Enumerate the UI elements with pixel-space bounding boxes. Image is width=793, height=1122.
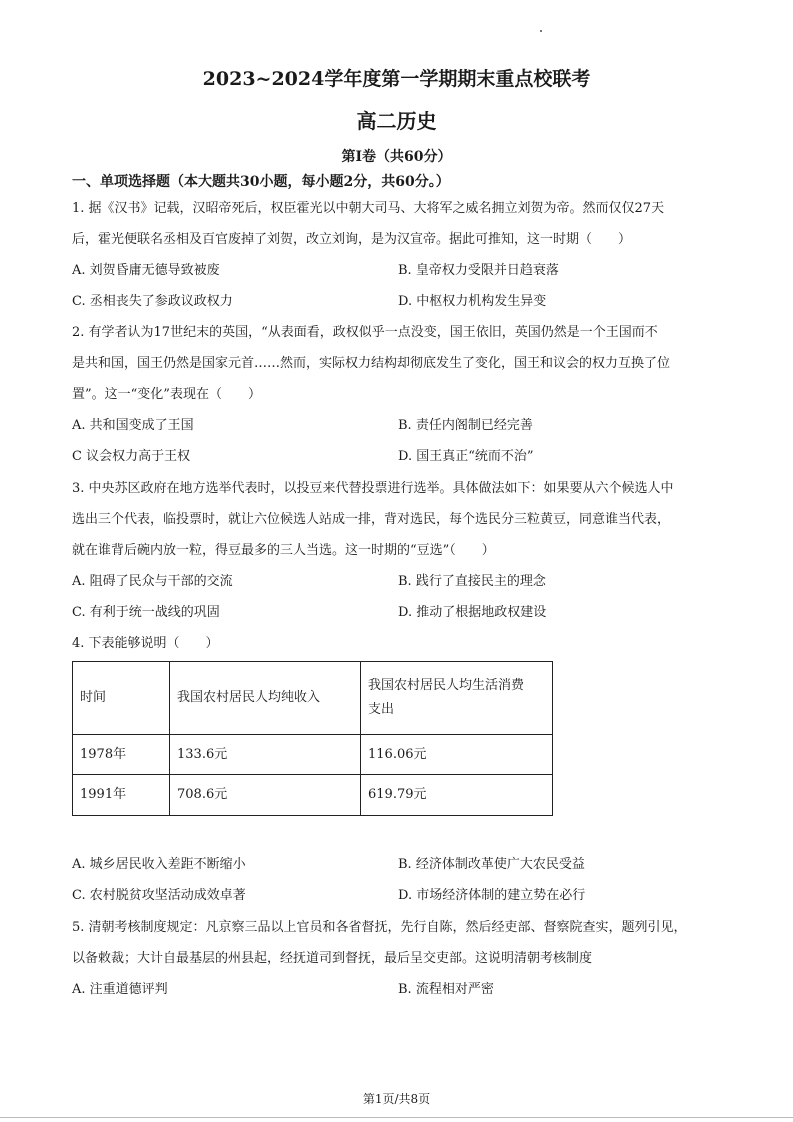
question-5-line-1: 5. 清朝考核制度规定：凡京察三品以上官员和各省督抚，先行自陈，然后经吏部、督察院查实，题列引见， bbox=[72, 920, 687, 935]
table-cell: 708.6元 bbox=[170, 775, 361, 816]
question-2-option-d[interactable]: D. 国王真正“统而不治” bbox=[398, 449, 534, 464]
question-1-option-c[interactable]: C. 丞相丧失了参政议政权力 bbox=[72, 294, 233, 309]
question-4-option-b[interactable]: B. 经济体制改革使广大农民受益 bbox=[398, 857, 585, 872]
page-bottom-rule bbox=[0, 1117, 793, 1118]
table-header-cell: 时间 bbox=[73, 662, 170, 735]
question-4-option-a[interactable]: A. 城乡居民收入差距不断缩小 bbox=[72, 857, 246, 872]
scan-speck bbox=[540, 30, 542, 32]
question-3-line-3: 就在谁背后碗内放一粒，得豆最多的三人当选。这一时期的“豆选”（ ） bbox=[72, 543, 495, 558]
question-3-line-2: 选出三个代表，临投票时，就让六位候选人站成一排，背对选民，每个选民分三粒黄豆，同意谁当代表， bbox=[72, 512, 671, 527]
question-1-option-d[interactable]: D. 中枢权力机构发生异变 bbox=[398, 294, 547, 309]
question-3-option-b[interactable]: B. 践行了直接民主的理念 bbox=[398, 574, 546, 589]
question-1-line-1: 1. 据《汉书》记载，汉昭帝死后，权臣霍光以中朝大司马、大将军之威名拥立刘贺为帝。然而仅仅27天 bbox=[72, 201, 665, 216]
question-2-line-2: 是共和国，国王仍然是国家元首……然而，实际权力结构却彻底发生了变化，国王和议会的权力互换了位 bbox=[72, 356, 671, 371]
question-3-option-d[interactable]: D. 推动了根据地政权建设 bbox=[398, 605, 547, 620]
table-cell: 133.6元 bbox=[170, 735, 361, 775]
subject-title: 高二历史 bbox=[356, 109, 437, 133]
question-5-option-b[interactable]: B. 流程相对严密 bbox=[398, 982, 494, 997]
table-header-line: 支出 bbox=[368, 702, 395, 717]
question-5-option-a[interactable]: A. 注重道德评判 bbox=[72, 982, 168, 997]
question-2-option-c[interactable]: C 议会权力高于王权 bbox=[72, 449, 191, 464]
page-number: 第1页/共8页 bbox=[362, 1092, 431, 1106]
question-3-option-c[interactable]: C. 有利于统一战线的巩固 bbox=[72, 605, 220, 620]
question-2-line-3: 置”。这一“变化”表现在（ ） bbox=[72, 387, 261, 402]
question-1-option-b[interactable]: B. 皇帝权力受限并日趋衰落 bbox=[398, 263, 559, 278]
table-cell: 1978年 bbox=[73, 735, 170, 775]
exam-title: 2023~2024学年度第一学期期末重点校联考 bbox=[202, 68, 591, 90]
table-header-cell bbox=[361, 662, 553, 735]
table-header-cell: 我国农村居民人均纯收入 bbox=[170, 662, 361, 735]
table-row bbox=[73, 735, 553, 775]
table-cell: 116.06元 bbox=[361, 735, 553, 775]
question-1-line-2: 后，霍光便联名丞相及百官废掉了刘贺，改立刘询，是为汉宣帝。据此可推知，这一时期（ ） bbox=[72, 232, 632, 247]
table-cell: 1991年 bbox=[73, 775, 170, 816]
section-heading: 一、单项选择题（本大题共30小题，每小题2分，共60分。） bbox=[72, 174, 450, 190]
question-5-line-2: 以备敕裁；大计自最基层的州县起，经抚道司到督抚，最后呈交吏部。这说明清朝考核制度 bbox=[72, 951, 593, 966]
income-table bbox=[72, 661, 553, 816]
question-2-option-b[interactable]: B. 责任内阁制已经完善 bbox=[398, 418, 533, 433]
question-3-option-a[interactable]: A. 阻碍了民众与干部的交流 bbox=[72, 574, 233, 589]
question-4-stem: 4. 下表能够说明（ ） bbox=[72, 636, 219, 651]
table-row bbox=[73, 775, 553, 816]
question-2-line-1: 2. 有学者认为17世纪末的英国，“从表面看，政权似乎一点没变，国王依旧，英国仍然是一个王国而不 bbox=[72, 325, 658, 340]
question-4-option-d[interactable]: D. 市场经济体制的建立势在必行 bbox=[398, 888, 586, 903]
table-header-row bbox=[73, 662, 553, 735]
question-3-line-1: 3. 中央苏区政府在地方选举代表时，以投豆来代替投票进行选举。具体做法如下：如果要从六个候选人中 bbox=[72, 481, 674, 496]
table-header-line: 我国农村居民人均生活消费 bbox=[368, 678, 525, 693]
table-cell: 619.79元 bbox=[361, 775, 553, 816]
question-2-option-a[interactable]: A. 共和国变成了王国 bbox=[72, 418, 194, 433]
question-4-option-c[interactable]: C. 农村脱贫攻坚活动成效卓著 bbox=[72, 888, 246, 903]
question-1-option-a[interactable]: A. 刘贺昏庸无德导致被废 bbox=[72, 263, 220, 278]
volume-heading: 第Ⅰ卷（共60分） bbox=[341, 149, 452, 165]
